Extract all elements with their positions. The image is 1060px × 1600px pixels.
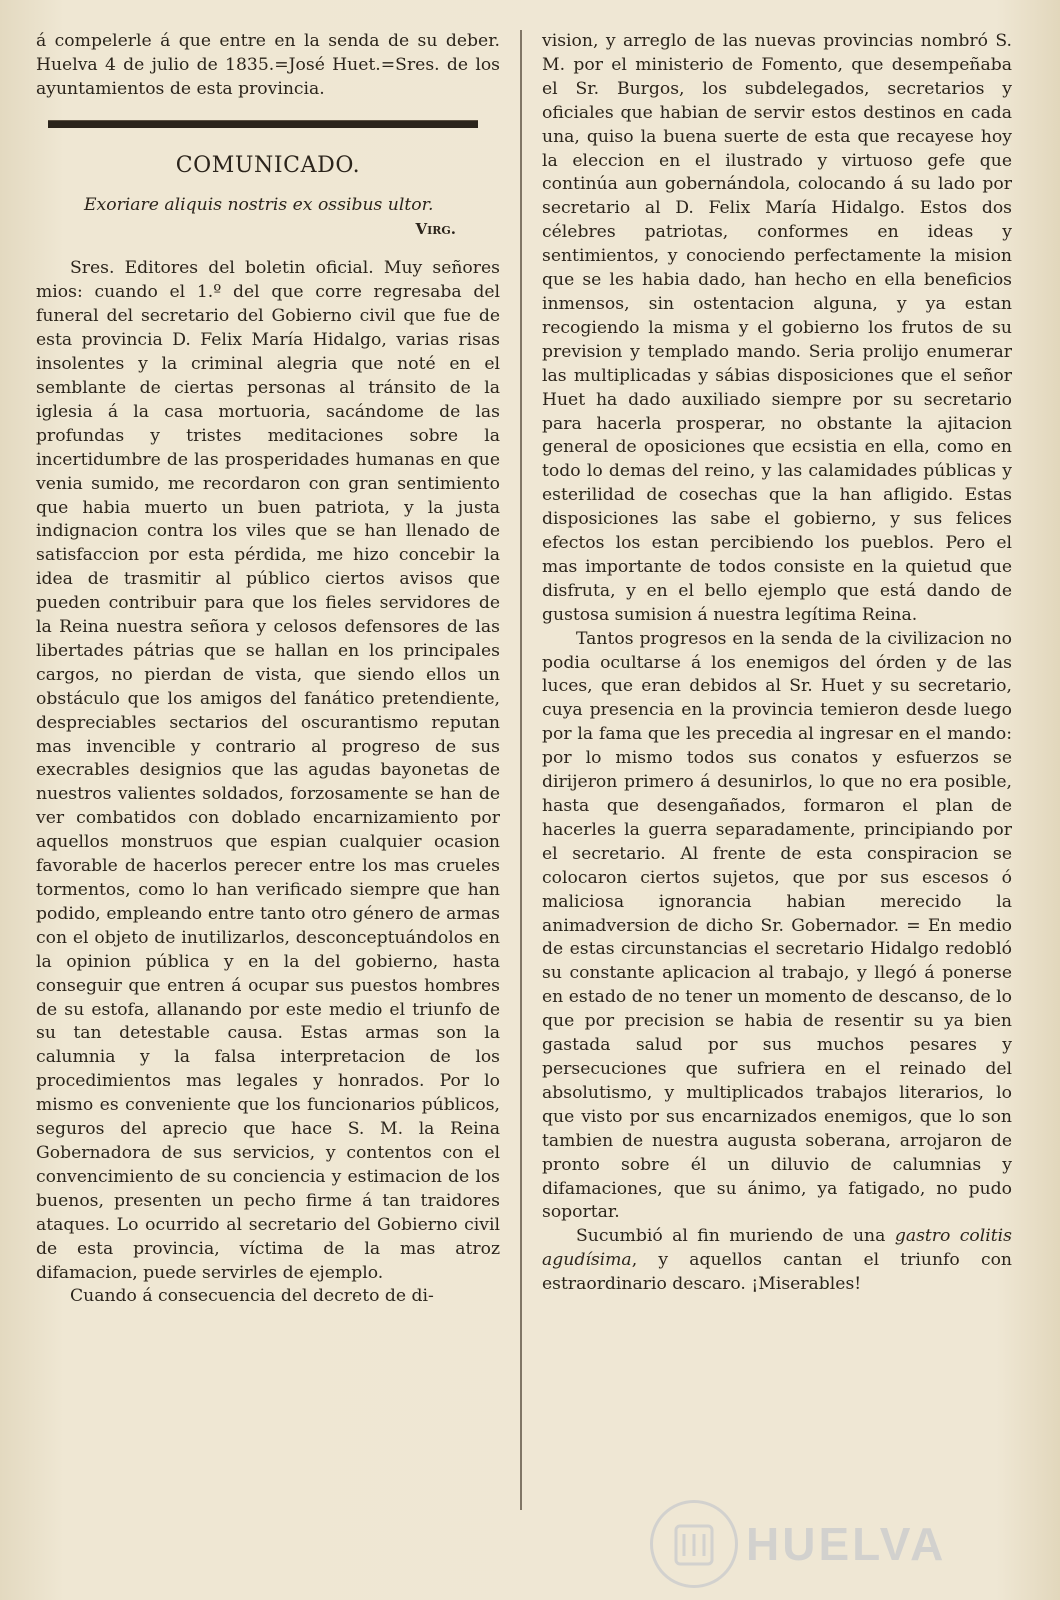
paragraph-3-italic: gastro colitis agudísima xyxy=(542,1226,1012,1271)
watermark-text xyxy=(746,1520,946,1568)
paragraph-1: vision, y arreglo de las nuevas provincias nombró S. M. por el ministerio de Fomento, que desempeñaba el Sr. Burgos, los subdelegados, secretarios y oficiales que habian de servir estos destinos en cada una, quiso la buena suerte de esta que recayese hoy la eleccion en el ilustrado y virtuoso gefe que continúa aun gobernándola, colocando á su lado por secretario al D. Felix María Hidalgo. Estos dos célebres patriotas, conformes en ideas y sentimientos, y conociendo perfectamente la mision que se les habia dado, han hecho en ella beneficios inmensos, sin ostentacion alguna, y ya estan recogiendo la misma y el gobierno los frutos de su prevision y templado mando. Seria prolijo enumerar las multiplicadas y sábias disposiciones que el señor Huet ha dado auxiliado siempre por su secretario para hacerla prosperar, no obstante la ajitacion general de oposiciones que ecsistia en ella, como en todo lo demas del reino, y las calamidades públicas y esterilidad de cosechas que la han afligido. Estas disposiciones las sabe el gobierno, y sus felices efectos los estan percibiendo los pueblos. Pero el mas importante de todos consiste en la quietud que disfruta, y en el bello ejemplo que está dando de gustosa sumision á nuestra legítima Reina. xyxy=(542,31,1012,625)
epigraph-author: Virg. xyxy=(415,219,456,238)
epigraph xyxy=(36,194,500,242)
paragraph-3-end: , y aquellos cantan el triunfo con estraordinario descaro. ¡Miserables! xyxy=(542,1250,1012,1295)
seal-icon xyxy=(650,1500,738,1588)
epigraph-text: Exoriare aliquis nostris ex ossibus ultor. xyxy=(84,194,434,215)
body-paragraph: Sres. Editores del boletin oficial. Muy señores mios: cuando el 1.º del que corre regresaba del funeral del secretario del Gobierno civil que fue de esta provincia D. Felix María Hidalgo, varias risas insolentes y la criminal alegria que noté en el semblante de ciertas personas al tránsito de la iglesia á la casa mortuoria, sacándome de las profundas y tristes meditaciones sobre la incertidumbre de las prosperidades humanas en que venia sumido, me recordaron con gran sentimiento que habia muerto un buen patriota, y la justa indignacion contra los viles que se han llenado de satisfaccion por esta pérdida, me hizo concebir la idea de trasmitir al público ciertos avisos que pueden contribuir para que los fieles servidores de la Reina nuestra señora y celosos defensores de las libertades pátrias que se hallan en los principales cargos, no pierdan de vista, que siendo ellos un obstáculo que los amigos del fanático pretendiente, despreciables sectarios del oscurantismo reputan mas invencible y contrario al progreso de sus execrables designios que las agudas bayonetas de nuestros valientes soldados, forzosamente se han de ver combatidos con doblado encarnizamiento por aquellos monstruos que espian cualquier ocasion favorable de hacerlos perecer entre los mas crueles tormentos, como lo han verificado siempre que han podido, empleando entre tanto otro género de armas con el objeto de inutilizarlos, desconceptuándolos en la opinion pública y en la del gobierno, hasta conseguir que entren á ocupar sus puestos hombres de su estofa, allanando por este medio el triunfo de su tan detestable causa. Estas armas son la calumnia y la falsa interpretacion de los procedimientos mas legales y honrados. Por lo mismo es conveniente que los funcionarios públicos, seguros del aprecio que hace S. M. la Reina Gobernadora de sus servicios, y contentos con el convencimiento de su conciencia y estimacion de los buenos, presenten un pecho firme á tan traidores ataques. Lo ocurrido al secretario del Gobierno civil de esta provincia, víctima de la mas atroz difamacion, puede servirles de ejemplo. xyxy=(36,258,500,1283)
left-column xyxy=(36,30,500,1309)
section-heading: COMUNICADO. xyxy=(175,152,361,178)
continuation-line: Cuando á consecuencia del decreto de di- xyxy=(70,1286,434,1307)
paragraph-3 xyxy=(542,1225,1012,1297)
section-rule xyxy=(48,120,478,128)
watermark-label: HUELVA xyxy=(746,1518,947,1570)
column-divider xyxy=(520,30,522,1510)
archive-watermark xyxy=(650,1502,980,1586)
right-column xyxy=(542,30,1012,1297)
intro-text: á compelerle á que entre en la senda de su deber. Huelva 4 de julio de 1835.=José Huet.=Sres. de los ayuntamientos de esta provincia. xyxy=(36,31,500,99)
paragraph-2: Tantos progresos en la senda de la civilizacion no podia ocultarse á los enemigos del órden y de las luces, que eran debidos al Sr. Huet y su secretario, cuya presencia en la provincia temieron desde luego por la fama que les precedia al ingresar en el mando: por lo mismo todos sus conatos y esfuerzos se dirijeron primero á desunirlos, lo que no era posible, hasta que desengañados, formaron el plan de hacerles la guerra separadamente, principiando por el secretario. Al frente de esta conspiracion se colocaron ciertos sujetos, que por sus escesos ó maliciosa ignorancia habian merecido la animadversion de dicho Sr. Gobernador. = En medio de estas circunstancias el secretario Hidalgo redobló su constante aplicacion al trabajo, y llegó á ponerse en estado de no tener un momento de descanso, de lo que por precision se habia de resentir su ya bien gastada salud por sus muchos pesares y persecuciones que sufriera en el reinado del absolutismo, y multiplicados trabajos literarios, lo que visto por sus encarnizados enemigos, que lo son tambien de nuestra augusta soberana, arrojaron de pronto sobre él un diluvio de calumnias y difamaciones, que su ánimo, ya fatigado, no pudo soportar. xyxy=(542,628,1012,1223)
paragraph-3-start: Sucumbió al fin muriendo de una xyxy=(576,1226,895,1247)
